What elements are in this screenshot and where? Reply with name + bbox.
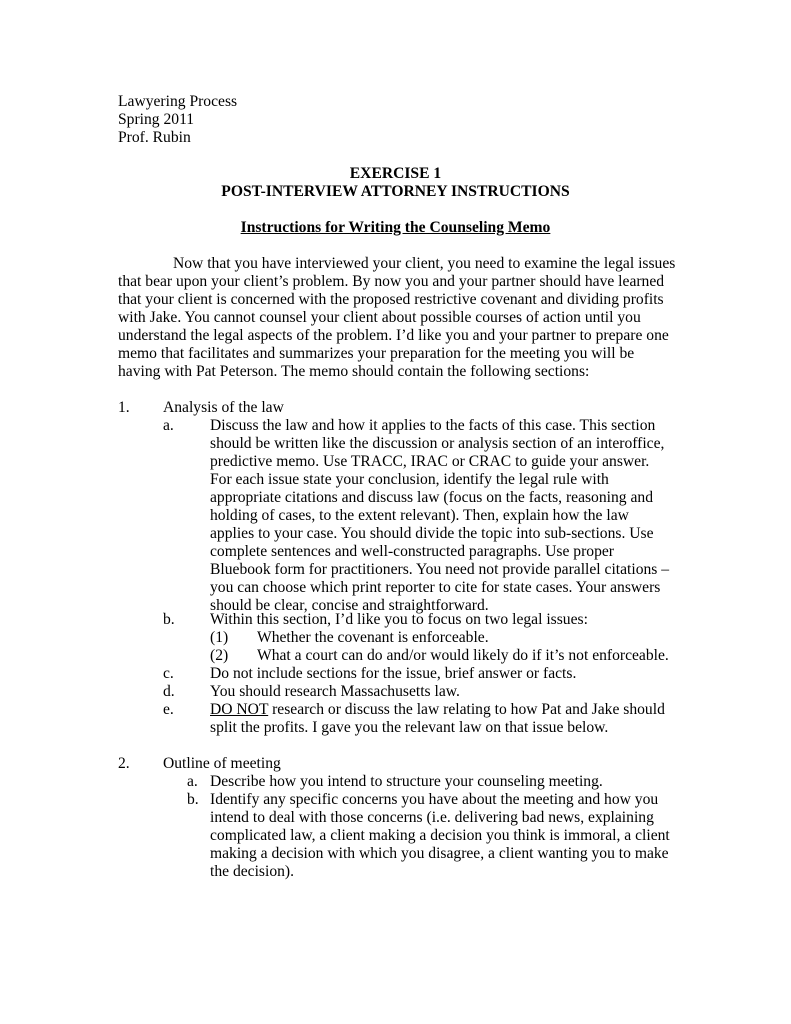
intro-line: with Jake. You cannot counsel your client about possible courses of action until you <box>118 309 641 326</box>
outline-item-b-text <box>210 791 670 881</box>
item-d-text: You should research Massachusetts law. <box>210 683 460 700</box>
item-c-text: Do not include sections for the issue, brief answer or facts. <box>210 665 577 682</box>
outline-item-b-line: Identify any specific concerns you have about the meeting and how you <box>210 791 659 808</box>
professor: Prof. Rubin <box>118 129 191 146</box>
outline-item-a-letter: a. <box>187 773 198 790</box>
outline-item-b-line: intend to deal with those concerns (i.e. delivering bad news, explaining <box>210 809 654 826</box>
intro-line: understand the legal aspects of the problem. I’d like you and your partner to prepare one <box>118 327 669 344</box>
item-a-line: applies to your case. You should divide the topic into sub-sections. Use <box>210 525 654 542</box>
sub-item-1-text: Whether the covenant is enforceable. <box>257 629 489 646</box>
intro-line: Now that you have interviewed your client, you need to examine the legal issues <box>173 255 676 272</box>
emphasis-do-not: DO NOT <box>210 701 269 718</box>
sub-item-1-number: (1) <box>210 629 229 646</box>
item-a-line: you can choose which print reporter to cite for state cases. Your answers <box>210 579 661 596</box>
section-heading: Instructions for Writing the Counseling Memo <box>240 219 551 236</box>
item-a-line: predictive memo. Use TRACC, IRAC or CRAC to guide your answer. <box>210 453 650 470</box>
item-a-line: Discuss the law and how it applies to the facts of this case. This section <box>210 417 656 434</box>
course-name: Lawyering Process <box>118 93 238 110</box>
outline-item-a-text: Describe how you intend to structure your counseling meeting. <box>210 773 603 790</box>
item-a-line: should be written like the discussion or analysis section of an interoffice, <box>210 435 665 452</box>
section-2-title: Outline of meeting <box>163 755 281 772</box>
exercise-subtitle: POST-INTERVIEW ATTORNEY INSTRUCTIONS <box>221 183 570 200</box>
intro-line: that your client is concerned with the proposed restrictive covenant and dividing profits <box>118 291 664 308</box>
item-e-line: split the profits. I gave you the relevant law on that issue below. <box>210 719 609 736</box>
intro-paragraph <box>118 255 676 381</box>
sub-item-2-text: What a court can do and/or would likely do if it’s not enforceable. <box>257 647 669 664</box>
term: Spring 2011 <box>118 111 195 128</box>
item-a-text <box>210 417 669 615</box>
item-a-line: Bluebook form for practitioners. You need not provide parallel citations – <box>210 561 670 578</box>
item-a-line: complete sentences and well-constructed paragraphs. Use proper <box>210 543 614 560</box>
item-b-text: Within this section, I’d like you to focus on two legal issues: <box>210 611 588 628</box>
outline-item-b-line: complicated law, a client making a decision you think is immoral, a client <box>210 827 670 844</box>
section-1-number: 1. <box>118 399 130 416</box>
item-a-line: appropriate citations and discuss law (focus on the facts, reasoning and <box>210 489 653 506</box>
outline-item-b-line: the decision). <box>210 863 295 880</box>
intro-line: memo that facilitates and summarizes your preparation for the meeting you will be <box>118 345 635 362</box>
item-a-line: For each issue state your conclusion, identify the legal rule with <box>210 471 609 488</box>
intro-line: that bear upon your client’s problem. By now you and your partner should have learned <box>118 273 665 290</box>
item-d-letter: d. <box>163 683 175 700</box>
intro-line: having with Pat Peterson. The memo should contain the following sections: <box>118 363 590 380</box>
outline-item-b-line: making a decision with which you disagree, a client wanting you to make <box>210 845 669 862</box>
item-a-line: should be clear, concise and straightforward. <box>210 597 489 614</box>
item-e-line1-rest: research or discuss the law relating to how Pat and Jake should <box>268 701 665 718</box>
item-a-line: holding of cases, to the extent relevant). Then, explain how the law <box>210 507 629 524</box>
outline-item-b-letter: b. <box>187 791 199 808</box>
exercise-title: EXERCISE 1 <box>349 165 442 182</box>
item-e-text <box>210 701 665 737</box>
document-header <box>118 93 237 147</box>
section-2-number: 2. <box>118 755 130 772</box>
item-c-letter: c. <box>163 665 174 682</box>
item-e-letter: e. <box>163 701 174 718</box>
sub-item-2-number: (2) <box>210 647 229 664</box>
item-a-letter: a. <box>163 417 174 434</box>
section-1-title: Analysis of the law <box>163 399 284 416</box>
item-b-letter: b. <box>163 611 175 628</box>
item-e-line <box>210 701 665 719</box>
